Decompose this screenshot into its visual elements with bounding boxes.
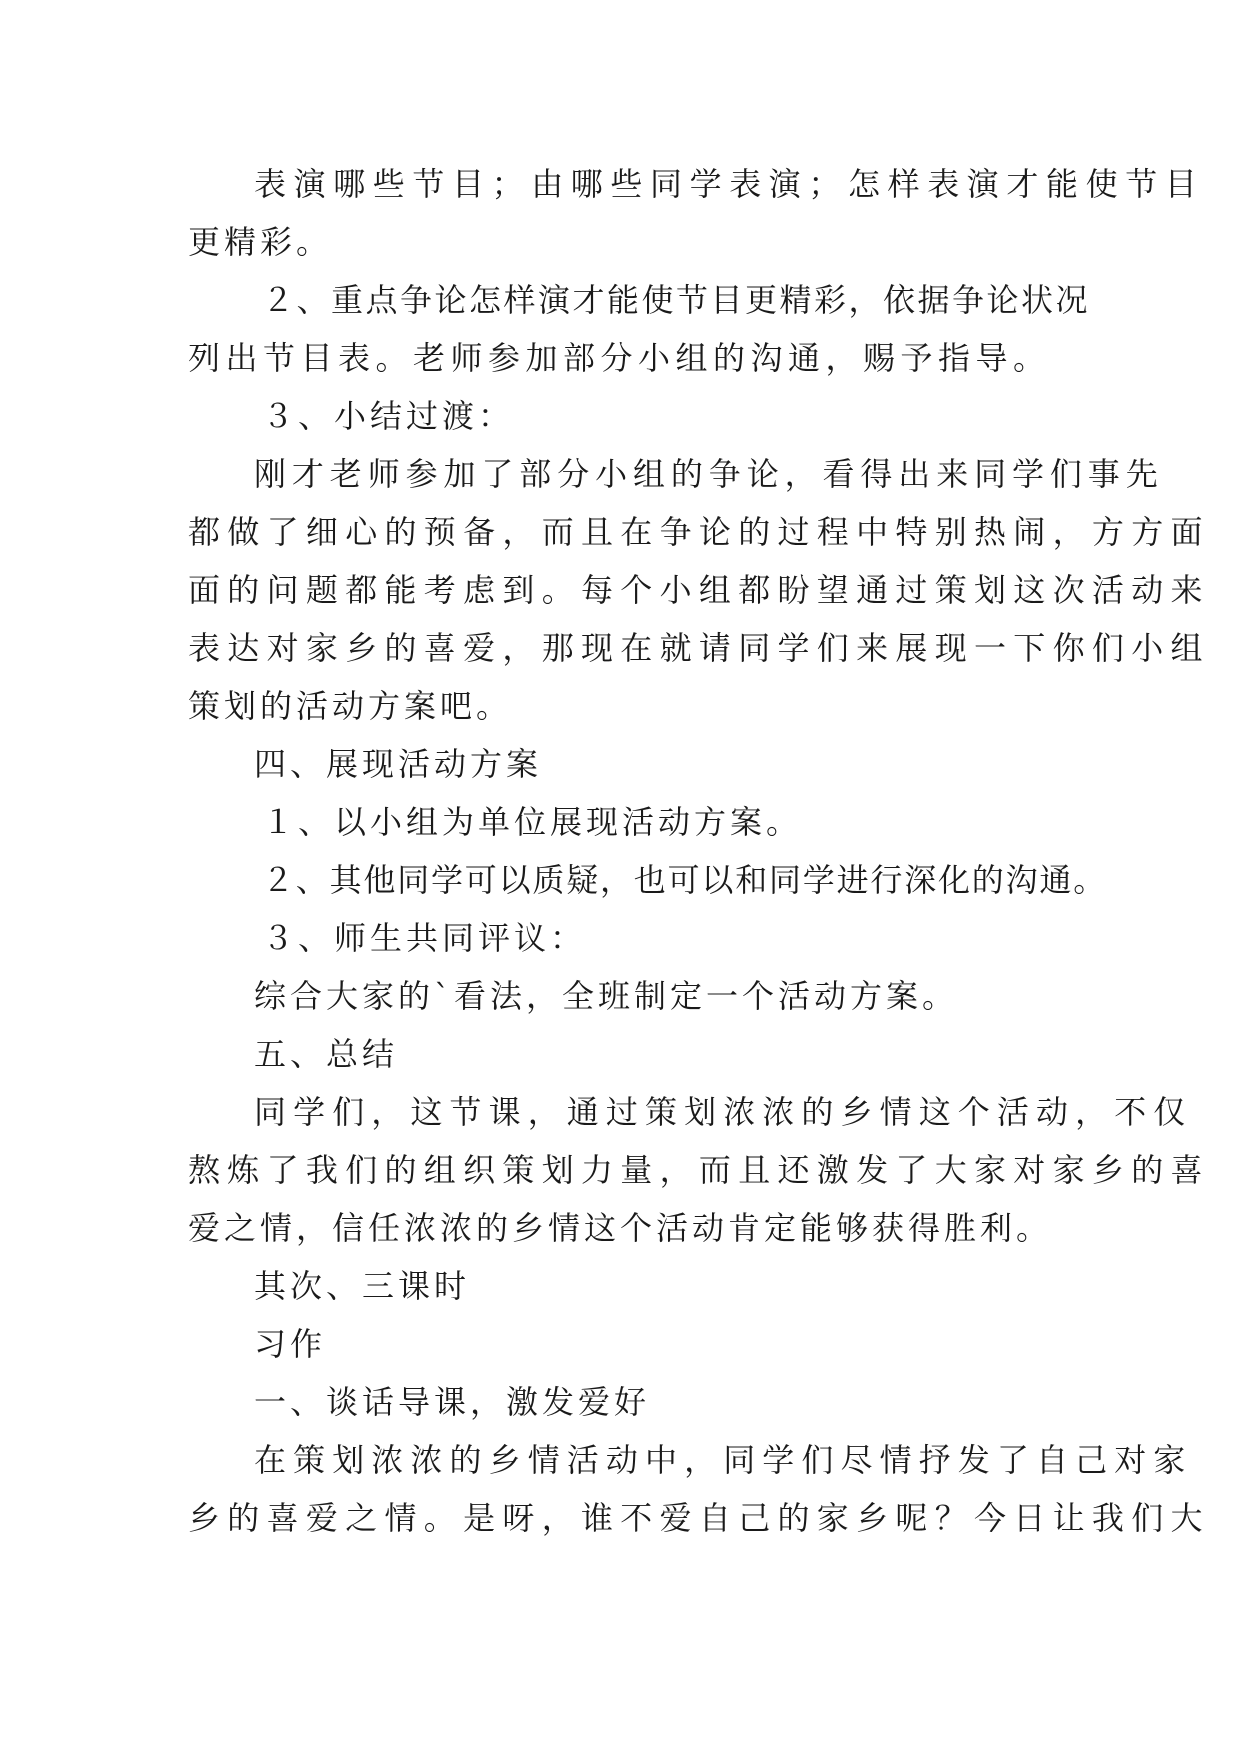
text-line: 表演哪些节目；由哪些同学表演；怎样表演才能使节目 [254, 165, 1205, 203]
text-line: 更精彩。 [188, 223, 333, 261]
text-line: 爱之情，信任浓浓的乡情这个活动肯定能够获得胜利。 [188, 1209, 1053, 1247]
text-line: 在策划浓浓的乡情活动中，同学们尽情抒发了自己对家 [254, 1441, 1193, 1479]
text-line: 面的问题都能考虑到。每个小组都盼望通过策划这次活动来 [188, 571, 1210, 609]
text-line: 同学们，这节课，通过策划浓浓的乡情这个活动，不仅 [254, 1093, 1193, 1131]
text-line: 习作 [254, 1325, 327, 1363]
text-line: 五、总结 [254, 1035, 399, 1073]
text-line: 一、谈话导课，激发爱好 [254, 1383, 651, 1421]
text-line: １、以小组为单位展现活动方案。 [262, 803, 803, 841]
text-line: 综合大家的`看法，全班制定一个活动方案。 [254, 977, 959, 1015]
text-line: ２、其他同学可以质疑，也可以和同学进行深化的沟通。 [262, 861, 1108, 899]
text-line: 策划的活动方案吧。 [188, 687, 513, 725]
text-line: 列出节目表。老师参加部分小组的沟通，赐予指导。 [188, 339, 1051, 377]
text-line: 都做了细心的预备，而且在争论的过程中特别热闹，方方面 [188, 513, 1210, 551]
text-line: 乡的喜爱之情。是呀，谁不爱自己的家乡呢？今日让我们大 [188, 1499, 1210, 1537]
text-line: ３、小结过渡： [262, 397, 515, 435]
text-line: 其次、三课时 [254, 1267, 471, 1305]
text-line: ３、师生共同评议： [262, 919, 587, 957]
text-line: 表达对家乡的喜爱，那现在就请同学们来展现一下你们小组 [188, 629, 1210, 667]
text-line: 熬炼了我们的组织策划力量，而且还激发了大家对家乡的喜 [188, 1151, 1210, 1189]
text-line: 四、展现活动方案 [254, 745, 543, 783]
text-line: ２、重点争论怎样演才能使节目更精彩，依据争论状况 [262, 281, 1091, 319]
text-line: 刚才老师参加了部分小组的争论，看得出来同学们事先 [254, 455, 1164, 493]
